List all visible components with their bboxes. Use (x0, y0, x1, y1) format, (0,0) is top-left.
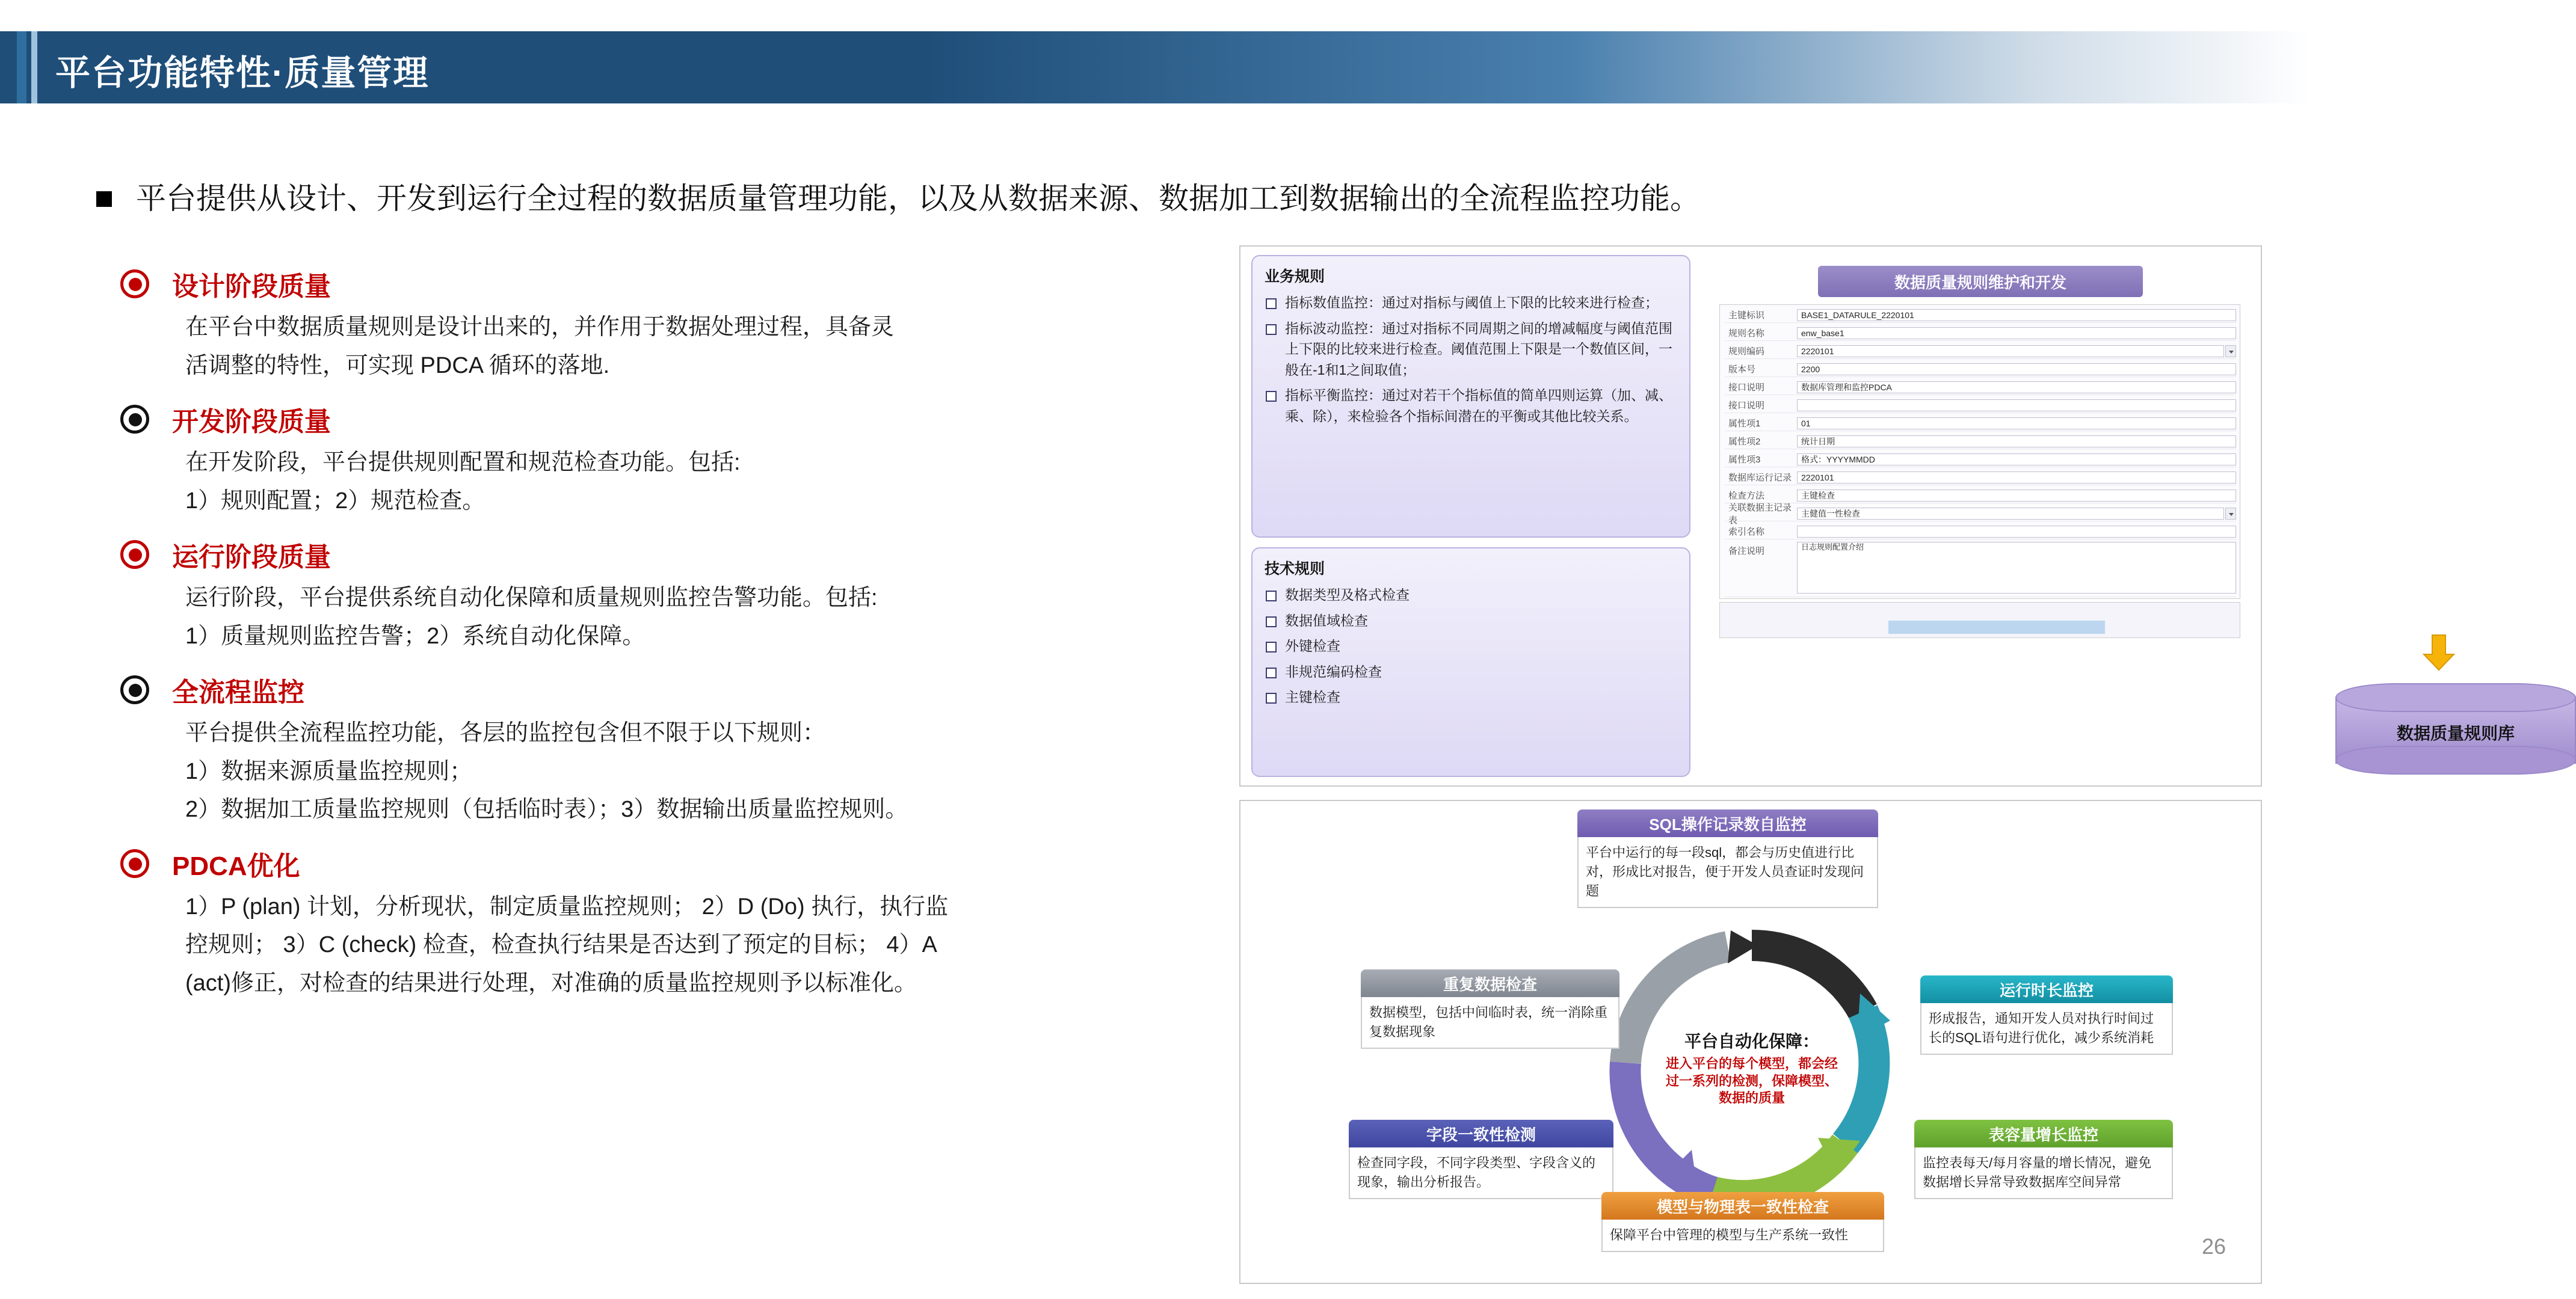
red-dot-icon (120, 269, 149, 298)
card-title: 模型与物理表一致性检查 (1601, 1192, 1884, 1220)
section-development-quality (120, 400, 1221, 520)
red-dot-icon (120, 849, 149, 878)
card-runtime-monitor (1920, 975, 2173, 1055)
form-row (1725, 379, 2236, 395)
form-row-value[interactable]: BASE1_DATARULE_2220101 (1797, 309, 2236, 321)
card-body: 保障平台中管理的模型与生产系统一致性 (1601, 1220, 1884, 1252)
red-dot-icon (120, 540, 149, 569)
section-header (120, 844, 1221, 883)
form-row-value[interactable] (1797, 526, 2236, 538)
form-row-label: 接口说明 (1728, 382, 1765, 393)
section-full-process-monitoring (120, 671, 1221, 829)
section-header (120, 535, 1221, 574)
section-line: 1）数据来源质量监控规则； (185, 758, 473, 784)
technical-rules-panel (1251, 547, 1690, 777)
form-row (1725, 502, 2236, 526)
section-runtime-quality (120, 535, 1221, 655)
form-row (1725, 398, 2236, 413)
list-item: 指标平衡监控：通过对若干个指标值的简单四则运算（加、减、乘、除），来检验各个指标间潜在的平衡或其他比较关系。 (1265, 385, 1676, 426)
form-row (1725, 488, 2236, 503)
chevron-down-icon[interactable] (2225, 508, 2236, 520)
form-row-label: 规则名称 (1728, 328, 1765, 339)
form-row-value[interactable]: 2220101 (1797, 471, 2236, 484)
business-rules-panel (1251, 255, 1690, 538)
section-line: 运行阶段，平台提供系统自动化保障和质量规则监控告警功能。包括: (185, 585, 878, 611)
panel-title: 技术规则 (1265, 560, 1325, 577)
card-title: 重复数据检查 (1361, 969, 1619, 997)
section-title: PDCA优化 (172, 851, 300, 881)
form-row (1725, 325, 2236, 341)
form-row-value[interactable]: 格式：YYYYMMDD (1797, 453, 2236, 465)
section-body (185, 715, 1221, 829)
form-row (1725, 343, 2236, 359)
section-line: (act)修正，对检查的结果进行处理，对准确的质量监控规则予以标准化。 (185, 971, 917, 997)
panel-title: 业务规则 (1265, 268, 1325, 285)
section-body (185, 309, 1221, 384)
screenshot-grid (1719, 602, 2240, 638)
content-right-column (1239, 245, 2515, 1284)
form-row-label: 属性项2 (1728, 437, 1761, 447)
card-body: 监控表每天/每月容量的增长情况，避免数据增长异常导致数据库空间异常 (1914, 1147, 2173, 1199)
section-design-quality (120, 265, 1221, 384)
section-line: 1）P (plan) 计划，分析现状，制定质量监控规则； 2）D (Do) 执行，执行监 (185, 894, 949, 920)
card-model-table-consistency (1601, 1192, 1884, 1252)
section-line: 平台提供全流程监控功能，各层的监控包含但不限于以下规则： (185, 720, 826, 746)
list-item: 数据值域检查 (1265, 610, 1676, 631)
black-dot-icon (120, 405, 149, 434)
section-line: 1）质量规则监控告警；2）系统自动化保障。 (185, 623, 646, 649)
form-row (1725, 416, 2236, 431)
form-row (1725, 307, 2236, 323)
section-line: 活调整的特性，可实现 PDCA 循环的落地. (185, 352, 610, 378)
card-title: SQL操作记录数自监控 (1577, 809, 1878, 837)
form-row-value[interactable]: 2220101 (1797, 345, 2224, 357)
section-title: 开发阶段质量 (172, 407, 331, 437)
form-row-label: 索引名称 (1728, 527, 1765, 537)
section-title: 设计阶段质量 (172, 272, 331, 301)
business-rules-list (1253, 292, 1689, 438)
form-row-label: 属性项1 (1728, 419, 1761, 429)
form-row-label: 属性项3 (1728, 455, 1761, 465)
form-row (1725, 470, 2236, 485)
technical-rules-list (1253, 585, 1689, 720)
page-number: 26 (2202, 1234, 2226, 1259)
form-row (1725, 542, 2236, 597)
chevron-down-icon[interactable] (2225, 345, 2236, 357)
square-bullet-icon (96, 191, 112, 207)
form-row-value[interactable]: 日志规则配置介绍 (1797, 542, 2236, 594)
form-row-value[interactable]: 2200 (1797, 363, 2236, 375)
screenshot-form (1719, 304, 2240, 599)
form-row-label: 版本号 (1728, 364, 1756, 375)
list-item: 非规范编码检查 (1265, 662, 1676, 683)
form-row-label: 接口说明 (1728, 401, 1765, 411)
form-row-value[interactable]: 数据库管理和监控PDCA (1797, 381, 2236, 393)
figure-automation-assurance-cycle (1239, 800, 2262, 1284)
card-duplicate-check (1361, 969, 1619, 1049)
rule-repository-cylinder (2335, 683, 2576, 779)
form-row-label: 数据库运行记录 (1728, 473, 1792, 483)
title-accent-bar (17, 31, 26, 103)
section-header (120, 400, 1221, 438)
card-capacity-growth (1914, 1120, 2173, 1199)
section-line: 在开发阶段，平台提供规则配置和规范检查功能。包括: (185, 450, 741, 476)
section-pdca-optimization (120, 844, 1221, 1003)
list-item: 外键检查 (1265, 636, 1676, 657)
form-row (1725, 524, 2236, 539)
card-body: 数据模型，包括中间临时表，统一消除重复数据现象 (1361, 997, 1619, 1049)
card-title: 字段一致性检测 (1349, 1120, 1613, 1147)
card-body: 检查同字段，不同字段类型、字段含义的现象，输出分析报告。 (1349, 1147, 1613, 1199)
grid-selected-row[interactable] (1888, 621, 2105, 634)
form-row-label: 规则编码 (1728, 346, 1765, 357)
rule-maintenance-screenshot (1716, 262, 2515, 773)
figure-rules-and-repository (1239, 245, 2515, 787)
form-row-value[interactable]: 主健值一性检查 (1797, 508, 2224, 520)
form-row-value[interactable]: 主键检查 (1797, 490, 2236, 502)
list-item: 指标波动监控：通过对指标不同周期之间的增减幅度与阈值范围上下限的比较来进行检查。阈值范围上下限是一个数值区间，一般在-1和1之间取值； (1265, 318, 1676, 381)
repository-label: 数据质量规则库 (2396, 724, 2515, 743)
form-row-label: 检查方法 (1728, 491, 1765, 501)
black-dot-icon (120, 675, 149, 704)
section-line: 控规则； 3）C (check) 检查，检查执行结果是否达到了预定的目标； 4）A (185, 932, 937, 958)
cycle-center-subtitle: 进入平台的每个模型，都会经过一系列的检测，保障模型、数据的质量 (1665, 1056, 1838, 1106)
screenshot-header: 数据质量规则维护和开发 (1818, 266, 2143, 297)
section-header (120, 671, 1221, 709)
page-title: 平台功能特性·质量管理 (55, 54, 430, 93)
card-sql-monitor (1577, 809, 1878, 908)
form-row (1725, 361, 2236, 377)
lead-bullet-text: 平台提供从设计、开发到运行全过程的数据质量管理功能，以及从数据来源、数据加工到数据输出的全流程监控功能。 (136, 182, 1700, 215)
down-arrow-icon (2423, 635, 2455, 671)
section-title: 全流程监控 (172, 678, 304, 708)
section-body (185, 580, 1221, 655)
form-row-label: 关联数据主记录表 (1728, 502, 1792, 526)
section-body (185, 889, 1221, 1003)
form-row-value[interactable] (1797, 399, 2236, 411)
form-row-label: 备注说明 (1728, 546, 1765, 556)
title-accent-bar-secondary (31, 31, 37, 103)
section-body (185, 444, 1221, 520)
cycle-center-title: 平台自动化保障： (1684, 1032, 1819, 1051)
section-title: 运行阶段质量 (172, 542, 331, 573)
card-body: 平台中运行的每一段sql，都会与历史值进行比对，形成比对报告，便于开发人员查证时发现问题 (1577, 837, 1878, 908)
list-item: 指标数值监控：通过对指标与阈值上下限的比较来进行检查； (1265, 292, 1676, 313)
list-item: 主键检查 (1265, 687, 1676, 708)
form-row-label: 主键标识 (1728, 310, 1765, 321)
card-title: 表容量增长监控 (1914, 1120, 2173, 1147)
card-title: 运行时长监控 (1920, 975, 2173, 1003)
lead-bullet-row (96, 180, 2226, 216)
section-line: 1）规则配置；2）规范检查。 (185, 488, 485, 514)
section-line: 在平台中数据质量规则是设计出来的，并作用于数据处理过程，具备灵 (185, 315, 895, 340)
form-row (1725, 434, 2236, 449)
section-header (120, 265, 1221, 303)
form-row (1725, 452, 2236, 467)
form-row-value[interactable]: enw_base1 (1797, 327, 2236, 339)
section-line: 2）数据加工质量监控规则（包括临时表）；3）数据输出质量监控规则。 (185, 797, 908, 823)
card-field-consistency (1349, 1120, 1613, 1199)
content-left-column (120, 265, 1221, 1018)
form-row-value[interactable]: 01 (1797, 417, 2236, 429)
cycle-center-label (1662, 1000, 1842, 1138)
list-item: 数据类型及格式检查 (1265, 585, 1676, 606)
card-body: 形成报告，通知开发人员对执行时间过长的SQL语句进行优化，减少系统消耗 (1920, 1003, 2173, 1055)
form-row-value[interactable]: 统计日期 (1797, 435, 2236, 447)
